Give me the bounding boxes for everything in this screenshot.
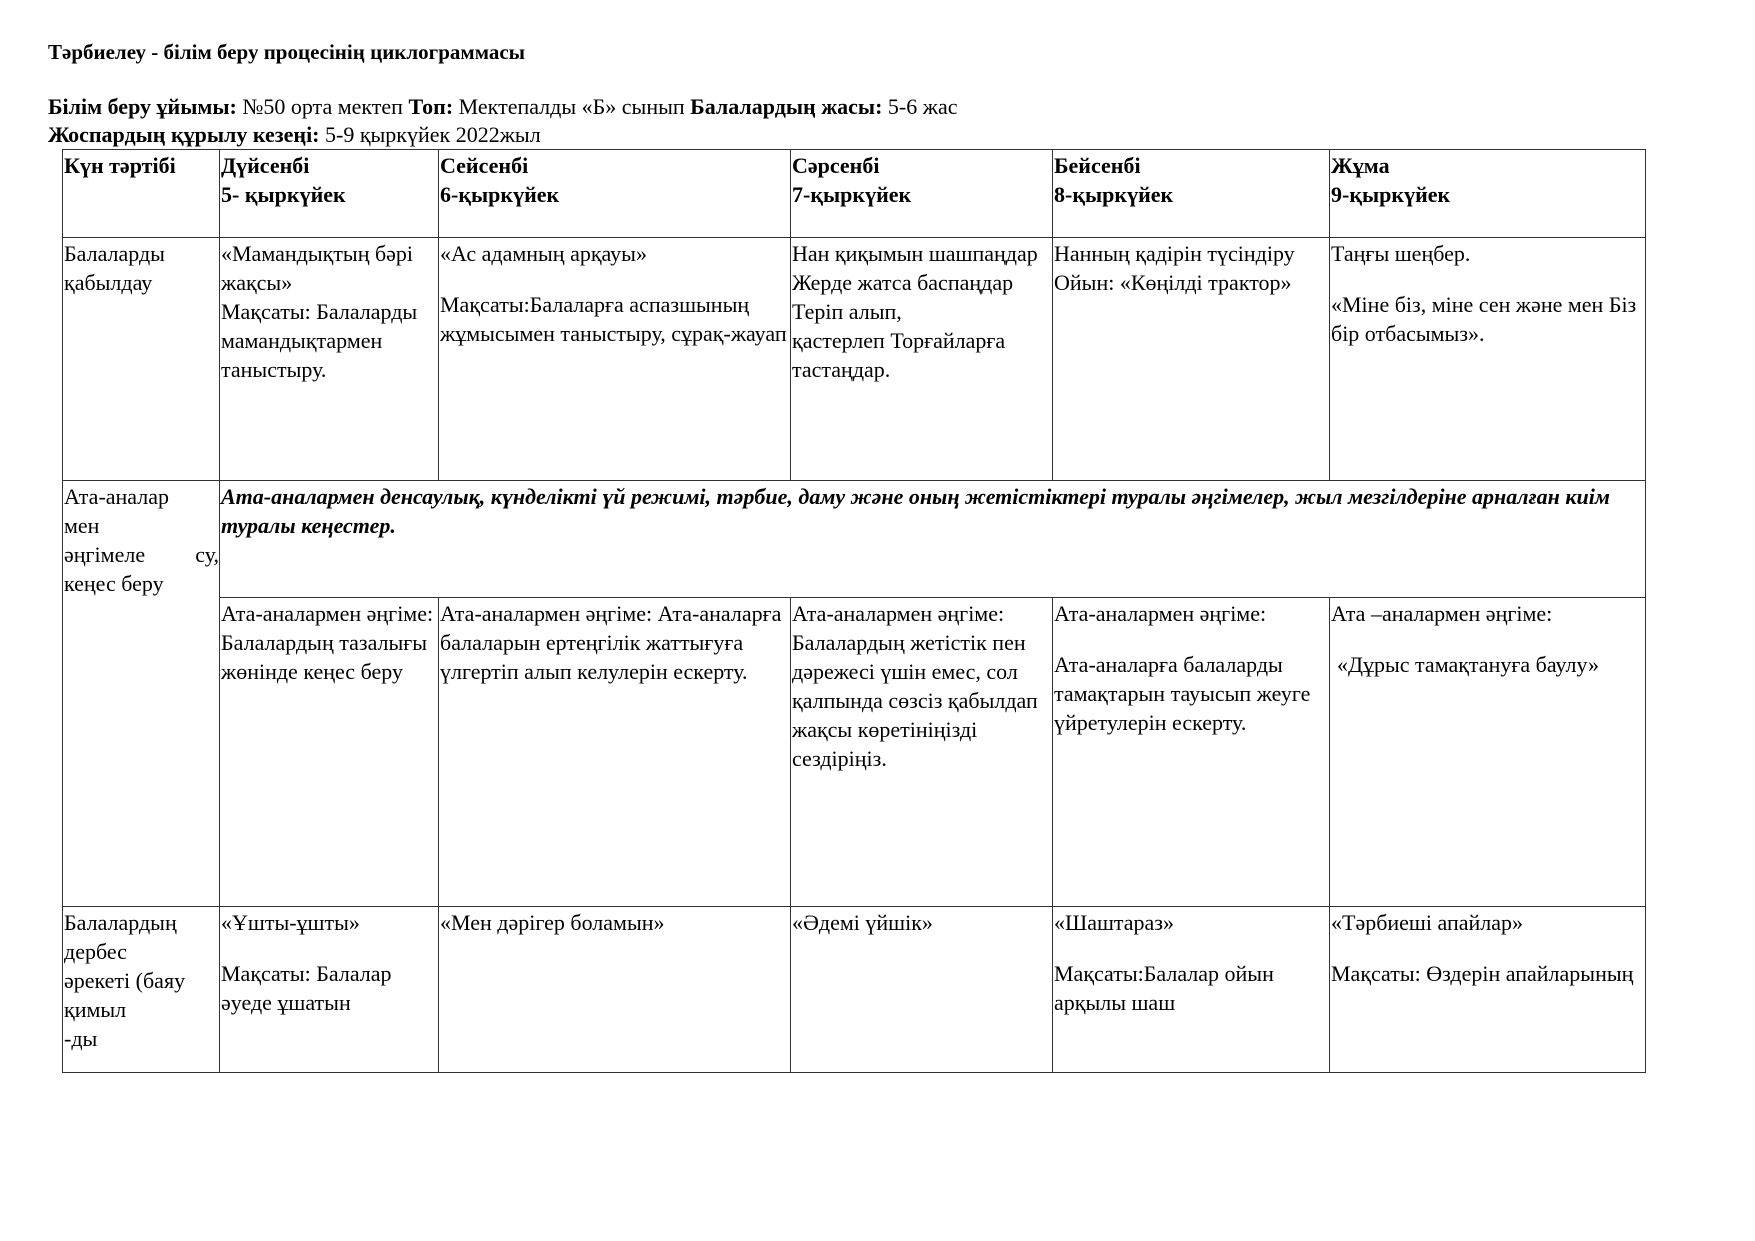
age-label: Балалардың жасы: <box>690 94 883 119</box>
activity-tuesday: «Мен дәрігер боламын» <box>439 907 791 1073</box>
header-monday-date: 5- қыркүйек <box>221 182 346 207</box>
header-tuesday-day: Сейсенбі <box>440 153 529 178</box>
reception-monday: «Мамандықтың бәрі жақсы» Мақсаты: Балаларды мамандықтармен таныстыру. <box>220 238 439 481</box>
group-value: Мектепалды «Б» сынып <box>453 94 691 119</box>
activity-thursday: «Шаштараз» Мақсаты:Балалар ойын арқылы шаш <box>1053 907 1330 1073</box>
header-friday-date: 9-қыркүйек <box>1331 182 1451 207</box>
reception-tuesday: «Ас адамның арқауы» Мақсаты:Балаларға аспазшының жұмысымен таныстыру, сұрақ-жауап <box>439 238 791 481</box>
parents-wednesday: Ата-аналармен әңгіме: Балалардың жетістік пен дәрежесі үшін емес, сол қалпында сөзсіз қабылдап жақсы көретініңізді сездіріңіз. <box>791 598 1053 907</box>
header-wednesday-date: 7-қыркүйек <box>792 182 912 207</box>
header-thursday-date: 8-қыркүйек <box>1054 182 1174 207</box>
period-value: 5-9 қыркүйек 2022жыл <box>319 122 541 147</box>
header-thursday-day: Бейсенбі <box>1054 153 1141 178</box>
group-label: Топ: <box>408 94 454 119</box>
reception-thursday: Нанның қадірін түсіндіру Ойын: «Көңілді трактор» <box>1053 238 1330 481</box>
org-label: Білім беру ұйымы: <box>48 94 237 119</box>
parents-thursday: Ата-аналармен әңгіме: Ата-аналарға балаларды тамақтарын тауысып жеуге үйретулерін ескерту. <box>1053 598 1330 907</box>
header-thursday <box>1053 150 1330 238</box>
meta-line-2 <box>48 122 541 148</box>
meta-line-1 <box>48 94 957 120</box>
age-value: 5-6 жас <box>882 94 958 119</box>
header-monday <box>220 150 439 238</box>
parents-daily-row <box>63 598 1646 907</box>
parents-friday: Ата –аналармен әңгіме: «Дұрыс тамақтануға баулу» <box>1330 598 1646 907</box>
parents-tuesday: Ата-аналармен әңгіме: Ата-аналарға балаларын ертеңгілік жаттығуға үлгертіп алып келулерін ескерту. <box>439 598 791 907</box>
parents-monday: Ата-аналармен әңгіме: Балалардың тазалығы жөнінде кеңес беру <box>220 598 439 907</box>
header-friday <box>1330 150 1646 238</box>
header-wednesday <box>791 150 1053 238</box>
cyclogram-table <box>62 149 1646 1073</box>
header-schedule: Күн тәртібі <box>63 150 220 238</box>
header-tuesday-date: 6-қыркүйек <box>440 182 560 207</box>
org-value: №50 орта мектеп <box>236 94 409 119</box>
document-title: Тәрбиелеу - білім беру процесінің циклограммасы <box>48 40 526 64</box>
header-row <box>63 150 1646 238</box>
reception-wednesday: Нан қиқымын шашпаңдар Жерде жатса баспаңдар Теріп алып, қастерлеп Торғайларға тастаңдар. <box>791 238 1053 481</box>
reception-friday: Таңғы шеңбер. «Міне біз, міне сен және мен Біз бір отбасымыз». <box>1330 238 1646 481</box>
header-wednesday-day: Сәрсенбі <box>792 153 880 178</box>
activity-friday: «Тәрбиеші апайлар» Мақсаты: Өздерін апайларының <box>1330 907 1646 1073</box>
header-tuesday <box>439 150 791 238</box>
period-label: Жоспардың құрылу кезеңі: <box>48 122 320 147</box>
reception-label: Балаларды қабылдау <box>63 238 220 481</box>
reception-row <box>63 238 1646 481</box>
header-friday-day: Жұма <box>1331 153 1390 178</box>
activity-wednesday: «Әдемі үйшік» <box>791 907 1053 1073</box>
parents-general-row <box>63 481 1646 598</box>
activity-label: Балалардың дербес әрекеті (баяу қимыл -ды <box>63 907 220 1073</box>
activity-row <box>63 907 1646 1073</box>
header-monday-day: Дүйсенбі <box>221 153 310 178</box>
parents-general: Ата-аналармен денсаулық, күнделікті үй режимі, тәрбие, даму және оның жетістіктері туралы әңгімелер, жыл мезгілдеріне арналған киім туралы кеңестер. <box>220 481 1646 598</box>
activity-monday: «Ұшты-ұшты» Мақсаты: Балалар әуеде ұшатын <box>220 907 439 1073</box>
parents-label: Ата-аналар мен әңгімеле су, кеңес беру <box>63 481 220 907</box>
